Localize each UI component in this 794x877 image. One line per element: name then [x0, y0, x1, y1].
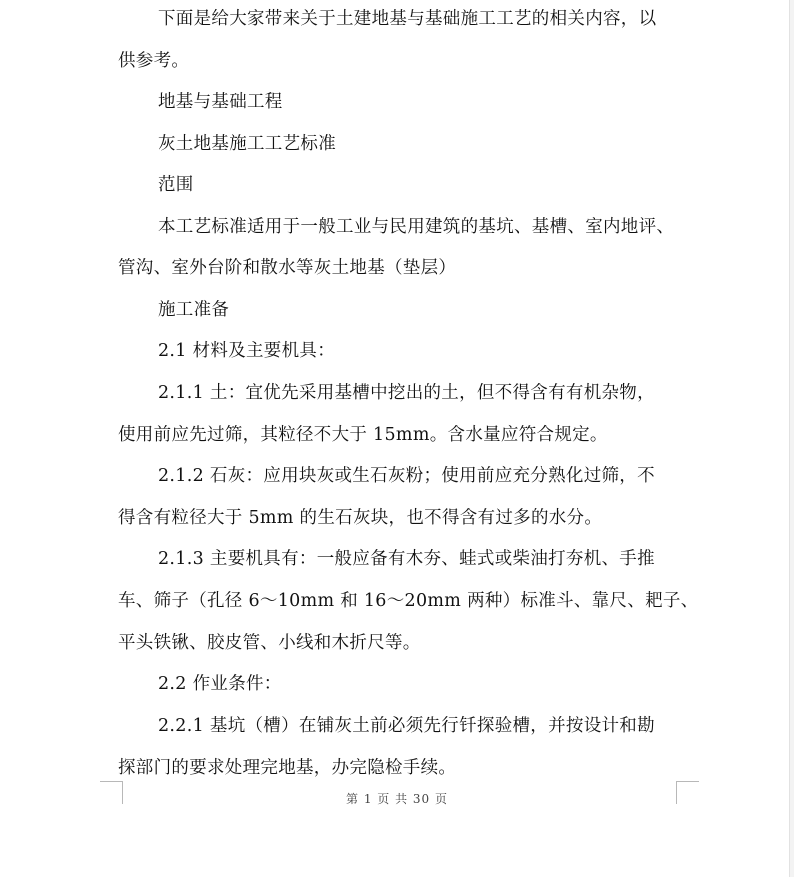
section-heading: 地基与基础工程: [158, 92, 283, 112]
scrollbar-edge[interactable]: [789, 0, 794, 877]
section-heading: 施工准备: [158, 300, 230, 320]
text-line: 2.1.1 土：宜优先采用基槽中挖出的土，但不得含有有机杂物，: [158, 383, 655, 403]
section-heading: 2.1 材料及主要机具：: [158, 341, 335, 361]
section-heading: 范围: [158, 175, 194, 195]
text-line: 管沟、室外台阶和散水等灰土地基（垫层）: [118, 258, 457, 278]
text-line: 下面是给大家带来关于土建地基与基础施工工艺的相关内容，以: [158, 9, 657, 29]
page-number-footer: 第 1 页 共 30 页: [346, 792, 448, 806]
section-heading: 2.2 作业条件：: [158, 674, 282, 694]
text-line: 本工艺标准适用于一般工业与民用建筑的基坑、基槽、室内地评、: [158, 217, 675, 237]
text-line: 2.2.1 基坑（槽）在铺灰土前必须先行钎探验槽，并按设计和勘: [158, 716, 655, 736]
text-line: 供参考。: [118, 51, 190, 71]
text-line: 平头铁锹、胶皮管、小线和木折尺等。: [118, 633, 421, 653]
text-line: 2.1.3 主要机具有：一般应备有木夯、蛙式或柴油打夯机、手推: [158, 549, 655, 569]
text-line: 使用前应先过筛，其粒径不大于 15mm。含水量应符合规定。: [118, 425, 608, 445]
text-line: 探部门的要求处理完地基，办完隐检手续。: [118, 758, 457, 778]
text-line: 车、筛子（孔径 6～10mm 和 16～20mm 两种）标准斗、靠尺、耙子、: [118, 591, 699, 611]
text-line: 得含有粒径大于 5mm 的生石灰块，也不得含有过多的水分。: [118, 508, 603, 528]
section-heading: 灰土地基施工工艺标准: [158, 134, 336, 154]
text-line: 2.1.2 石灰：应用块灰或生石灰粉；使用前应充分熟化过筛，不: [158, 466, 655, 486]
